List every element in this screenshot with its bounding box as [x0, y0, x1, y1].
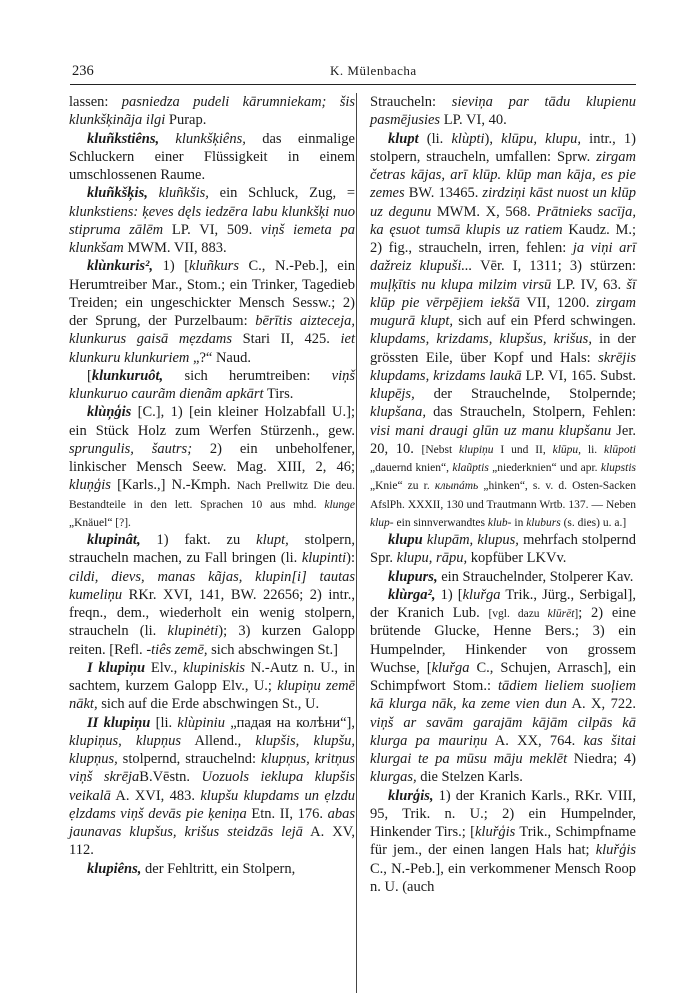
dictionary-entry: kluñkstiêns, klunkšķiêns, das einmalige Schluckern einer Flüssigkeit in einem umschlossenen Raume. [69, 130, 355, 183]
running-head: K. Mülenbacha [330, 63, 417, 78]
dictionary-entry: klupurs, ein Strauchelnder, Stolperer Kav. [388, 568, 634, 585]
page-header [0, 0, 692, 90]
dictionary-entry: klupiêns, der Fehltritt, ein Stolpern, [87, 860, 296, 877]
dictionary-entry: klupinât, 1) fakt. zu klupt, stolpern, straucheln machen, zu Fall bringen (li. klupinti): cildi, dievs, manas kãjas, klupin[i] tautas kumeliņu RKr. XVI, 141, BW. 22656; 2) intr., freqn., dem., wiederholt ein wenig stolpern, straucheln (li. klupinėti); 3) kurzen Galopp reiten. [Refl. -tiês zemē, sich abschwingen St.] [69, 532, 356, 658]
header-rule [70, 84, 636, 85]
left-column [69, 93, 355, 878]
right-column [370, 93, 636, 896]
dictionary-entry: klùrga², 1) [kluřga Trik., Jürg., Serbigal], der Kranich Lub. [vgl. dazu klūrēt]; 2) eine brütende Glucke, Henne Bers.; 3) ein Humpelnder, Hinkender von grossem Wuchse, [kluřga C., Schujen, Arrasch], ein Schimpfwort Stom.: tādiem lieliem suoļiem kā klurga nāk, ka zeme vien dun A. X, 722. viņš ar savām garajām kājām cilpās kā klurga pa mauriņu A. XX, 764. kas šitai klurgai te pa mūsu māju meklēt Niedra; 4) klurgas, die Stelzen Karls. [370, 586, 637, 786]
dictionary-entry: [klunkuruôt, sich herumtreiben: viņš klunkuruo caurãm dienãm apkārt Tirs. [69, 367, 355, 402]
dictionary-entry: kluñkšķis, kluñkšis, ein Schluck, Zug, = klunkstiens: ķeves dęls iedzēra labu klunkšķi nuo stipruma zālēm LP. VI, 509. viņš iemeta pa klunkšam MWM. VII, 883. [69, 185, 355, 256]
dictionary-entry: klupu klupām, klupus, mehrfach stolpernd Spr. klupu, rāpu, kopfüber LKVv. [370, 532, 636, 567]
dictionary-entry: klurģis, 1) der Kranich Karls., RKr. VIII, 95, Trik. n. U.; 2) ein Humpelnder, Hinkender Tirs.; [kluřģis Trik., Schimpfname für jem., der einen langen Hals hat; kluřģis C., N.-Peb.], ein verkommener Mensch Roop n. U. (auch [370, 787, 636, 895]
dictionary-entry: II klupiņu [li. klùpiniu „падая на колѣни“], klupiņus, klupņus Allend., klupšis, klupšu, klupņus, stolpernd, strauchelnd: klupņus, kritņus viņš skrējaB.Vēstn. Uozuols ieklupa klupšis veikalā A. XVI, 483. klupšu klupdams un ẹlzdu ẹlzdams viņš devās pie ķeniņa Etn. II, 176. abas jaunavas klupšus, krišus steidzās lejā A. XV, 112. [69, 714, 356, 859]
dictionary-entry: klùnkuris², 1) [kluñkurs C., N.-Peb.], ein Herumtreiber Mar., Stom.; ein Trinker, Tagedieb Treiden; ein ungeschickter Mensch Sessw.; 2) der Sprung, der Purzelbaum: bērītis aizteceja, klunkurus gaisā mẹzdams Stari II, 425. iet klunkuru klunkuriem „?“ Naud. [69, 258, 355, 366]
column-divider [356, 93, 357, 993]
page-number: 236 [72, 63, 94, 79]
dictionary-entry: Straucheln: sieviņa par tādu klupienu pasmējusies LP. VI, 40. [370, 94, 636, 129]
dictionary-entry: I klupiņu Elv., klupiniskis N.-Autz n. U., in sachtem, kurzem Galopp Elv., U.; klupiņu zemē nākt, sich auf die Erde abschwingen St., U. [69, 659, 355, 713]
dictionary-entry: lassen: pasniedza pudeli kārumniekam; šis klunkšķinãja ilgi Purap. [69, 94, 356, 129]
dictionary-entry: klupt (li. klùpti), klūpu, klupu, intr., 1) stolpern, straucheln, umfallen: Sprw. zirgam četras kājas, arī klūp. klūp man kāja, es pie zemes BW. 13465. zirdziņi kāst nuost un klūp uz degunu MWM. X, 568. Prātnieks sacīja, ka ęsuot tumsā klupis uz ratiem Kaudz. M.; 2) fig., straucheln, irren, fehlen: ja viņi arī dažreiz klupuši... Vēr. I, 1311; 3) stürzen: muļķītis nu klupa milzim virsū LP. IV, 63. šī klūp pie vērpējiem iekšā VII, 1200. zirgam mugurā klupt, sich auf ein Pferd schwingen. klupdams, krizdams, klupšus, krišus, in der grössten Eile, über Kopf und Hals: skrējis klupdams, krizdams laukā LP. VI, 165. Subst. klupējs, der Strauchelnde, Stolpernde; klupšana, das Straucheln, Stolpern, Fehlen: visi mani draugi glūn uz manu klupšanu Jer. 20, 10. [Nebst klupiņu I und II, klūpu, li. klūpoti „dauernd knien“, klaũptis „niederknien“ und apr. klupstis „Knie“ zu r. клыпáть „hinken“, s. v. d. Osten-Sacken AfslPh. XXXII, 130 und Trautmann Wrtb. 137. — Neben klup- ein sinnverwandtes klub- in kluburs (s. dies) u. a.] [370, 130, 637, 529]
dictionary-entry: klùņģis [C.], 1) [ein kleiner Holzabfall U.]; ein Stück Holz zum Werfen Stürzenh., gew. sprungulis, šautrs; 2) ein unbeholfener, linkischer Mensch Seew. Mag. XIII, 2, 46; kluņģis [Karls.,] N.-Kmph. Nach Prellwitz Die deu. Bestandteile in den lett. Sprachen 10 aus mhd. klunge „Knäuel“ [?]. [69, 404, 355, 529]
